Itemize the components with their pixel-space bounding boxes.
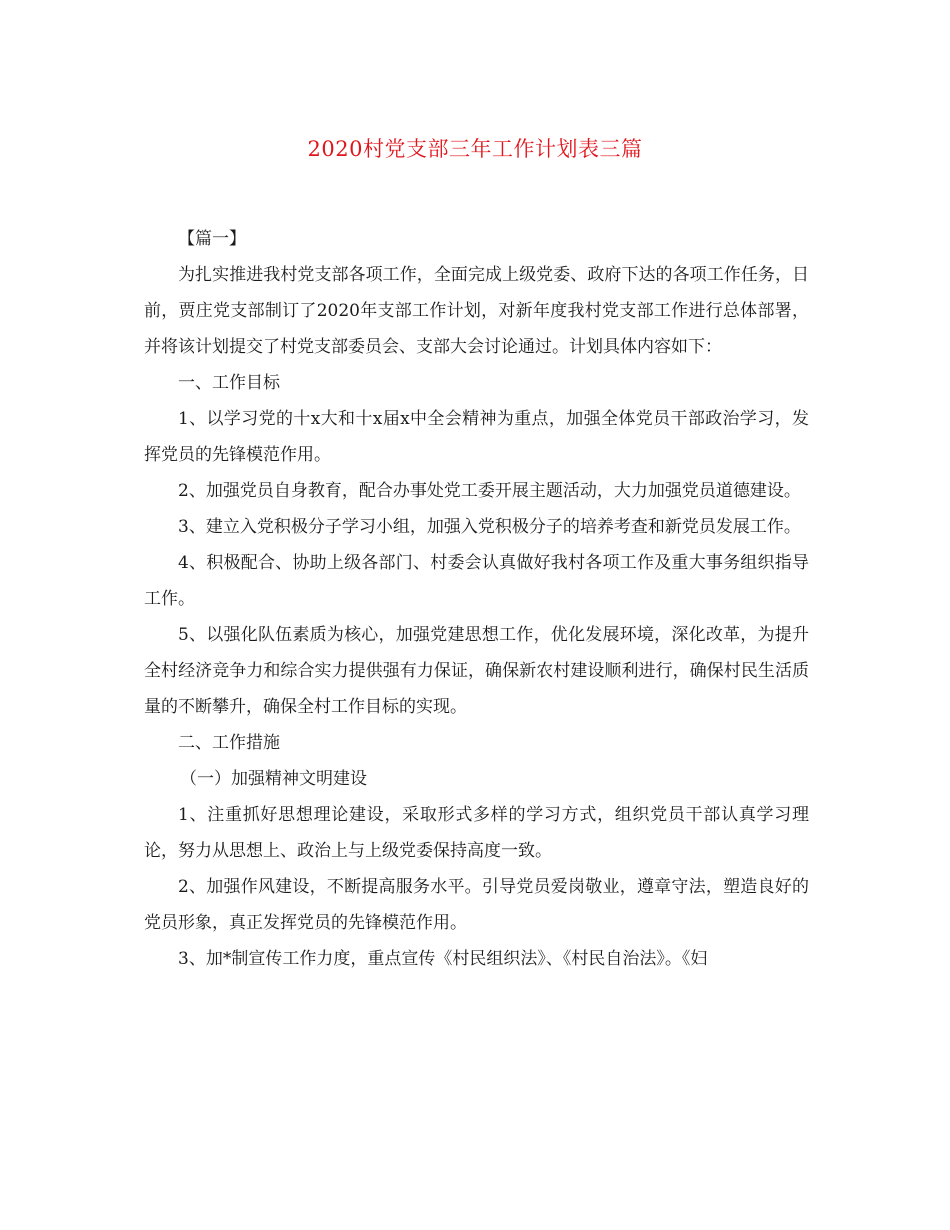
goal-item-5: 5、以强化队伍素质为核心，加强党建思想工作，优化发展环境，深化改革，为提升全村经济竞争力和综合实力提供强有力保证，确保新农村建设顺利进行，确保村民生活质量的不断攀升，确保全村工作目标的实现。: [144, 625, 809, 717]
measure-item-2: 2、加强作风建设，不断提高服务水平。引导党员爱岗敬业，遵章守法，塑造良好的党员形象，真正发挥党员的先锋模范作用。: [144, 877, 809, 933]
measure-item-3: 3、加*制宣传工作力度，重点宣传《村民组织法》、《村民自治法》。《妇: [178, 949, 708, 969]
subsection-heading-spiritual-civilization: （一）加强精神文明建设: [180, 769, 367, 789]
goal-item-3: 3、建立入党积极分子学习小组，加强入党积极分子的培养考查和新党员发展工作。: [178, 517, 801, 537]
section-heading-part-one: 【篇一】: [178, 229, 246, 249]
document-title: 2020村党支部三年工作计划表三篇: [307, 137, 643, 161]
section-heading-work-goals: 一、工作目标: [178, 373, 280, 393]
document-body: [144, 221, 809, 977]
goal-item-1: 1、以学习党的十x大和十x届x中全会精神为重点，加强全体党员干部政治学习，发挥党员的先锋模范作用。: [144, 409, 809, 465]
section-heading-work-measures: 二、工作措施: [178, 733, 280, 753]
goal-item-4: 4、积极配合、协助上级各部门、村委会认真做好我村各项工作及重大事务组织指导工作。: [144, 553, 809, 609]
goal-item-2: 2、加强党员自身教育，配合办事处党工委开展主题活动，大力加强党员道德建设。: [178, 481, 801, 501]
measure-item-1: 1、注重抓好思想理论建设，采取形式多样的学习方式，组织党员干部认真学习理论，努力从思想上、政治上与上级党委保持高度一致。: [144, 805, 809, 861]
intro-paragraph: 为扎实推进我村党支部各项工作，全面完成上级党委、政府下达的各项工作任务，日前，贾庄党支部制订了2020年支部工作计划，对新年度我村党支部工作进行总体部署，并将该计划提交了村党支部委员会、支部大会讨论通过。计划具体内容如下：: [144, 265, 809, 357]
